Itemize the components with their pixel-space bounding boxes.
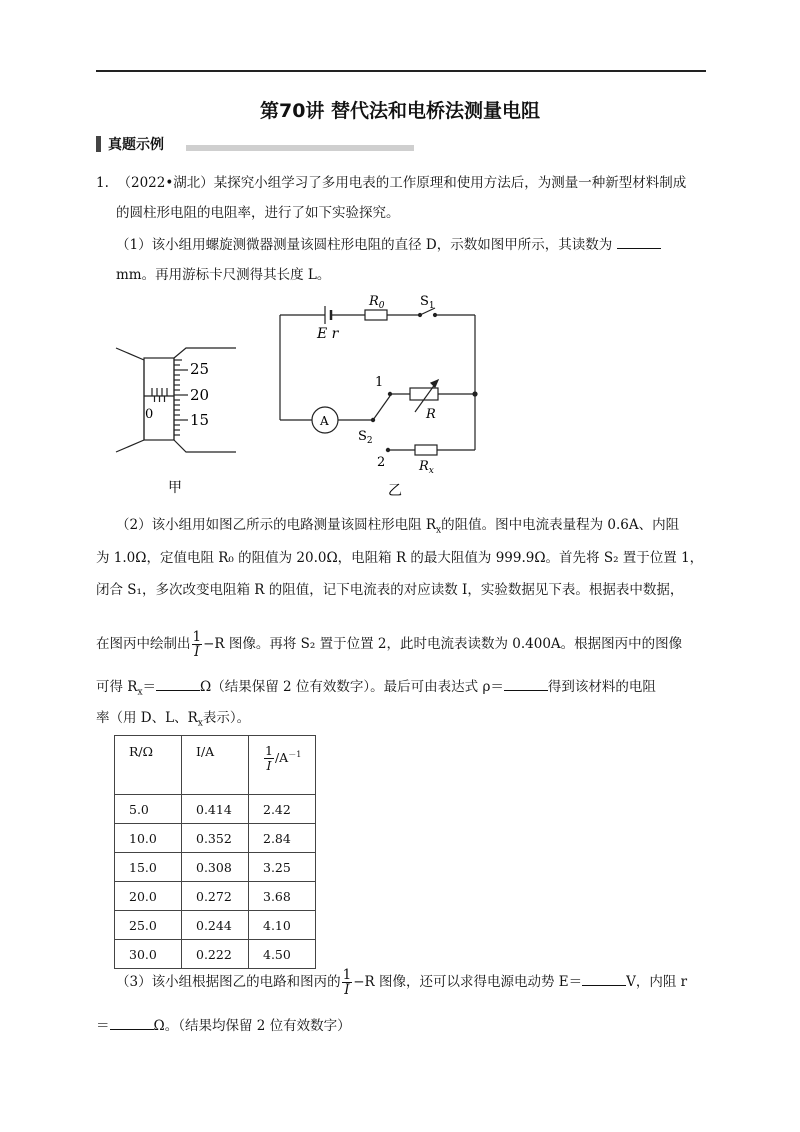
table-row: 5.0 0.414 2.42 (115, 795, 316, 824)
resistor-rx (415, 445, 437, 455)
header-inv-i: $\frac{1}{I}$ $/A^{-1}$ (249, 736, 316, 795)
part2-line-1: （2）该小组用如图乙所示的电路测量该圆柱形电阻 $R_x$的阻值。图中电流表量程为 0.6A、内阻 (116, 517, 680, 536)
figure-jia-label: 甲 (168, 480, 182, 496)
resistor-r0 (365, 310, 387, 320)
ammeter-label: A (320, 414, 329, 428)
section-marker (96, 136, 101, 152)
s1-label: $S_1$ (420, 294, 435, 311)
figure-yi-label: 乙 (388, 483, 402, 499)
table-row: 15.0 0.308 3.25 (115, 853, 316, 882)
part3-line-2: ＝ Ω。（结果均保留 2 位有效数字） (96, 1015, 351, 1036)
micrometer-frame (116, 348, 144, 452)
position-1-label: 1 (375, 375, 384, 390)
answer-blank-internal-r[interactable] (110, 1015, 154, 1030)
rx-label: $R_x$ (419, 459, 434, 476)
thimble-ticks (174, 360, 188, 435)
scale-label-20: 20 (190, 386, 210, 404)
answer-blank-rho[interactable] (504, 676, 548, 691)
data-table (114, 735, 316, 969)
sleeve-ticks (152, 388, 167, 402)
answer-blank-diameter[interactable] (617, 234, 661, 249)
position-2-label: 2 (377, 455, 386, 470)
part2-line-5: 可得 $R_x= \Omega$（结果保留 2 位有效数字）。最后可由表达式 ρ＝ 得到该材料的电阻 (96, 676, 656, 703)
question-number: 1. (96, 175, 109, 191)
r-label: R (426, 407, 436, 422)
part2-line-4: 在图丙中绘制出 $\frac{1}{I}$ −R 图像。再将 S₂ 置于位置 2，此时电流表读数为 0.400A。根据图丙中的图像 (96, 629, 683, 660)
table-header-row (115, 736, 316, 795)
battery-label: E r (317, 326, 339, 342)
micrometer-figure (108, 330, 248, 500)
section-title: 真题示例 (108, 137, 164, 153)
part1-line-1: （1）该小组用螺旋测微器测量该圆柱形电阻的直径 D，示数如图甲所示，其读数为 (116, 234, 661, 255)
table-row: 10.0 0.352 2.84 (115, 824, 316, 853)
circuit-figure (270, 290, 495, 500)
part2-line-2: 为 1.0Ω，定值电阻 R₀ 的阻值为 20.0Ω，电阻箱 R 的最大阻值为 999.9Ω。首先将 S₂ 置于位置 1， (96, 550, 704, 566)
part3-line-1: （3）该小组根据图乙的电路和图丙的 $\frac{1}{I}$ −R 图像，还可以求得电源电动势 E＝ V，内阻 r (116, 967, 688, 998)
r0-label: $R_0$ (369, 294, 385, 311)
question-line-2: 的圆柱形电阻的电阻率，进行了如下实验探究。 (116, 205, 400, 221)
table-row: 20.0 0.272 3.68 (115, 882, 316, 911)
table-row: 25.0 0.244 4.10 (115, 911, 316, 940)
zero-label: 0 (145, 407, 154, 422)
header-r: R/Ω (115, 736, 182, 795)
scale-label-15: 15 (190, 411, 210, 429)
question-line-1: 1. （2022•湖北）某探究小组学习了多用电表的工作原理和使用方法后，为测量一种新型材料制成 (96, 175, 687, 191)
s2-label: $S_2$ (358, 429, 373, 446)
header-i: I/A (182, 736, 249, 795)
fraction-one-over-i: $\frac{1}{I}$ (192, 629, 202, 660)
table-row: 30.0 0.222 4.50 (115, 940, 316, 969)
answer-blank-rx[interactable] (156, 676, 200, 691)
fraction-one-over-i-2: $\frac{1}{I}$ (342, 967, 352, 998)
part1-line-2: mm。再用游标卡尺测得其长度 L。 (116, 267, 331, 283)
answer-blank-emf[interactable] (582, 971, 626, 986)
rheostat-r (410, 388, 438, 400)
part2-line-3: 闭合 S₁，多次改变电阻箱 R 的阻值，记下电流表的对应读数 I，实验数据见下表。根据表中数据， (96, 582, 684, 598)
top-rule (96, 70, 706, 72)
part2-line-6: 率（用 D、L、$R_x$表示）。 (96, 710, 251, 729)
scale-label-25: 25 (190, 360, 210, 378)
switch-s2 (373, 396, 390, 420)
section-rule (186, 145, 414, 151)
page-title: 第70讲 替代法和电桥法测量电阻 (259, 100, 541, 122)
